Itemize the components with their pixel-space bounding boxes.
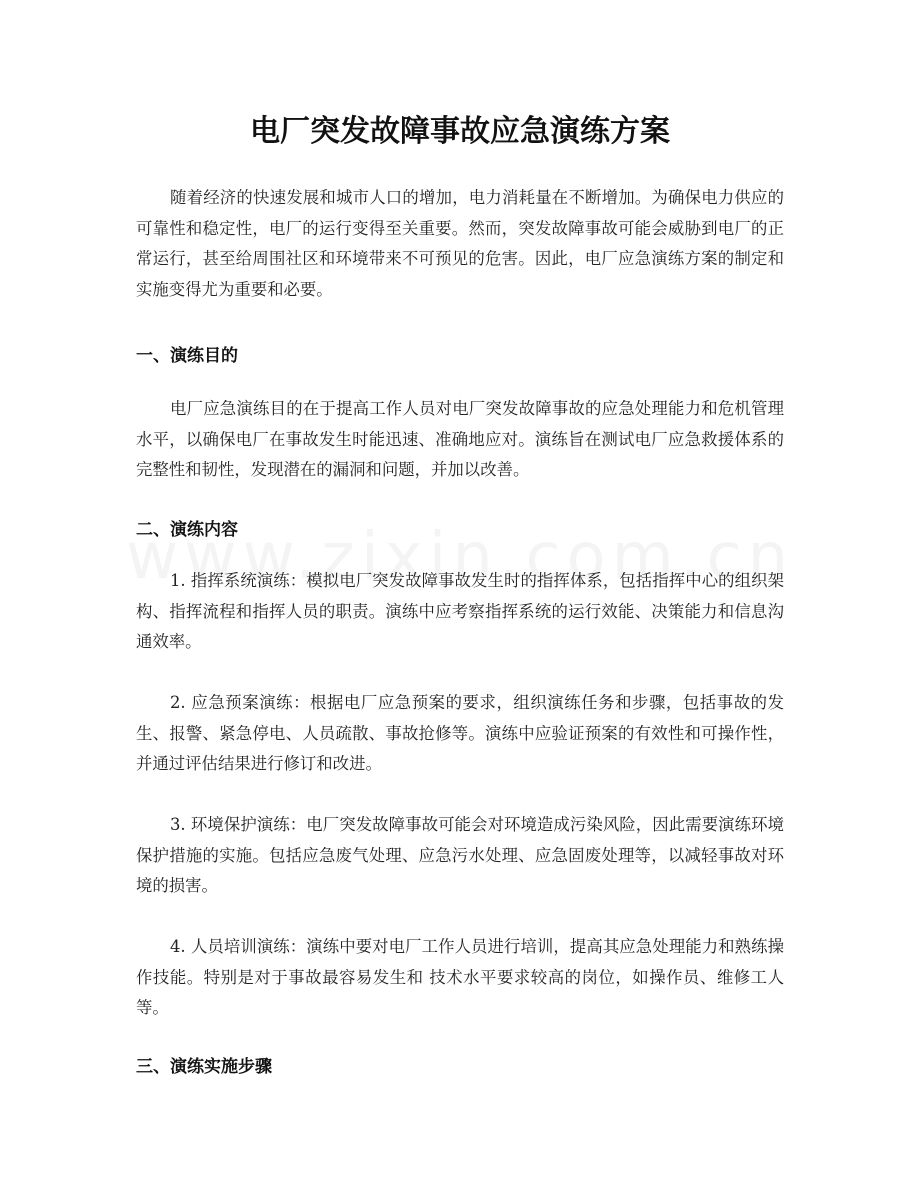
intro-paragraph: 随着经济的快速发展和城市人口的增加，电力消耗量在不断增加。为确保电力供应的可靠性和稳定性，电厂的运行变得至关重要。然而，突发故障事故可能会威胁到电厂的正常运行，甚至给周围社区和环境带来不可预见的危害。因此，电厂应急演练方案的制定和实施变得尤为重要和必要。	[136, 188, 784, 299]
section-heading-purpose: 一、演练目的	[136, 346, 238, 366]
section-heading-steps: 三、演练实施步骤	[136, 1057, 272, 1077]
content-item-environmental-protection: 3. 环境保护演练：电厂突发故障事故可能会对环境造成污染风险，因此需要演练环境保护措施的实施。包括应急废气处理、应急污水处理、应急固废处理等，以减轻事故对环境的损害。	[136, 815, 784, 895]
purpose-paragraph: 电厂应急演练目的在于提高工作人员对电厂突发故障事故的应急处理能力和危机管理水平，以确保电厂在事故发生时能迅速、准确地应对。演练旨在测试电厂应急救援体系的完整性和韧性，发现潜在的漏洞和问题，并加以改善。	[136, 399, 784, 479]
document-title: 电厂突发故障事故应急演练方案	[250, 114, 670, 149]
content-item-staff-training: 4. 人员培训演练：演练中要对电厂工作人员进行培训，提高其应急处理能力和熟练操作技能。特别是对于事故最容易发生和 技术水平要求较高的岗位，如操作员、维修工人等。	[136, 937, 784, 1017]
content-item-emergency-plan: 2. 应急预案演练：根据电厂应急预案的要求，组织演练任务和步骤，包括事故的发生、报警、紧急停电、人员疏散、事故抢修等。演练中应验证预案的有效性和可操作性，并通过评估结果进行修订和改进。	[136, 693, 784, 773]
content-item-command-system: 1. 指挥系统演练：模拟电厂突发故障事故发生时的指挥体系，包括指挥中心的组织架构、指挥流程和指挥人员的职责。演练中应考察指挥系统的运行效能、决策能力和信息沟通效率。	[136, 571, 784, 651]
section-heading-content: 二、演练内容	[136, 520, 238, 540]
